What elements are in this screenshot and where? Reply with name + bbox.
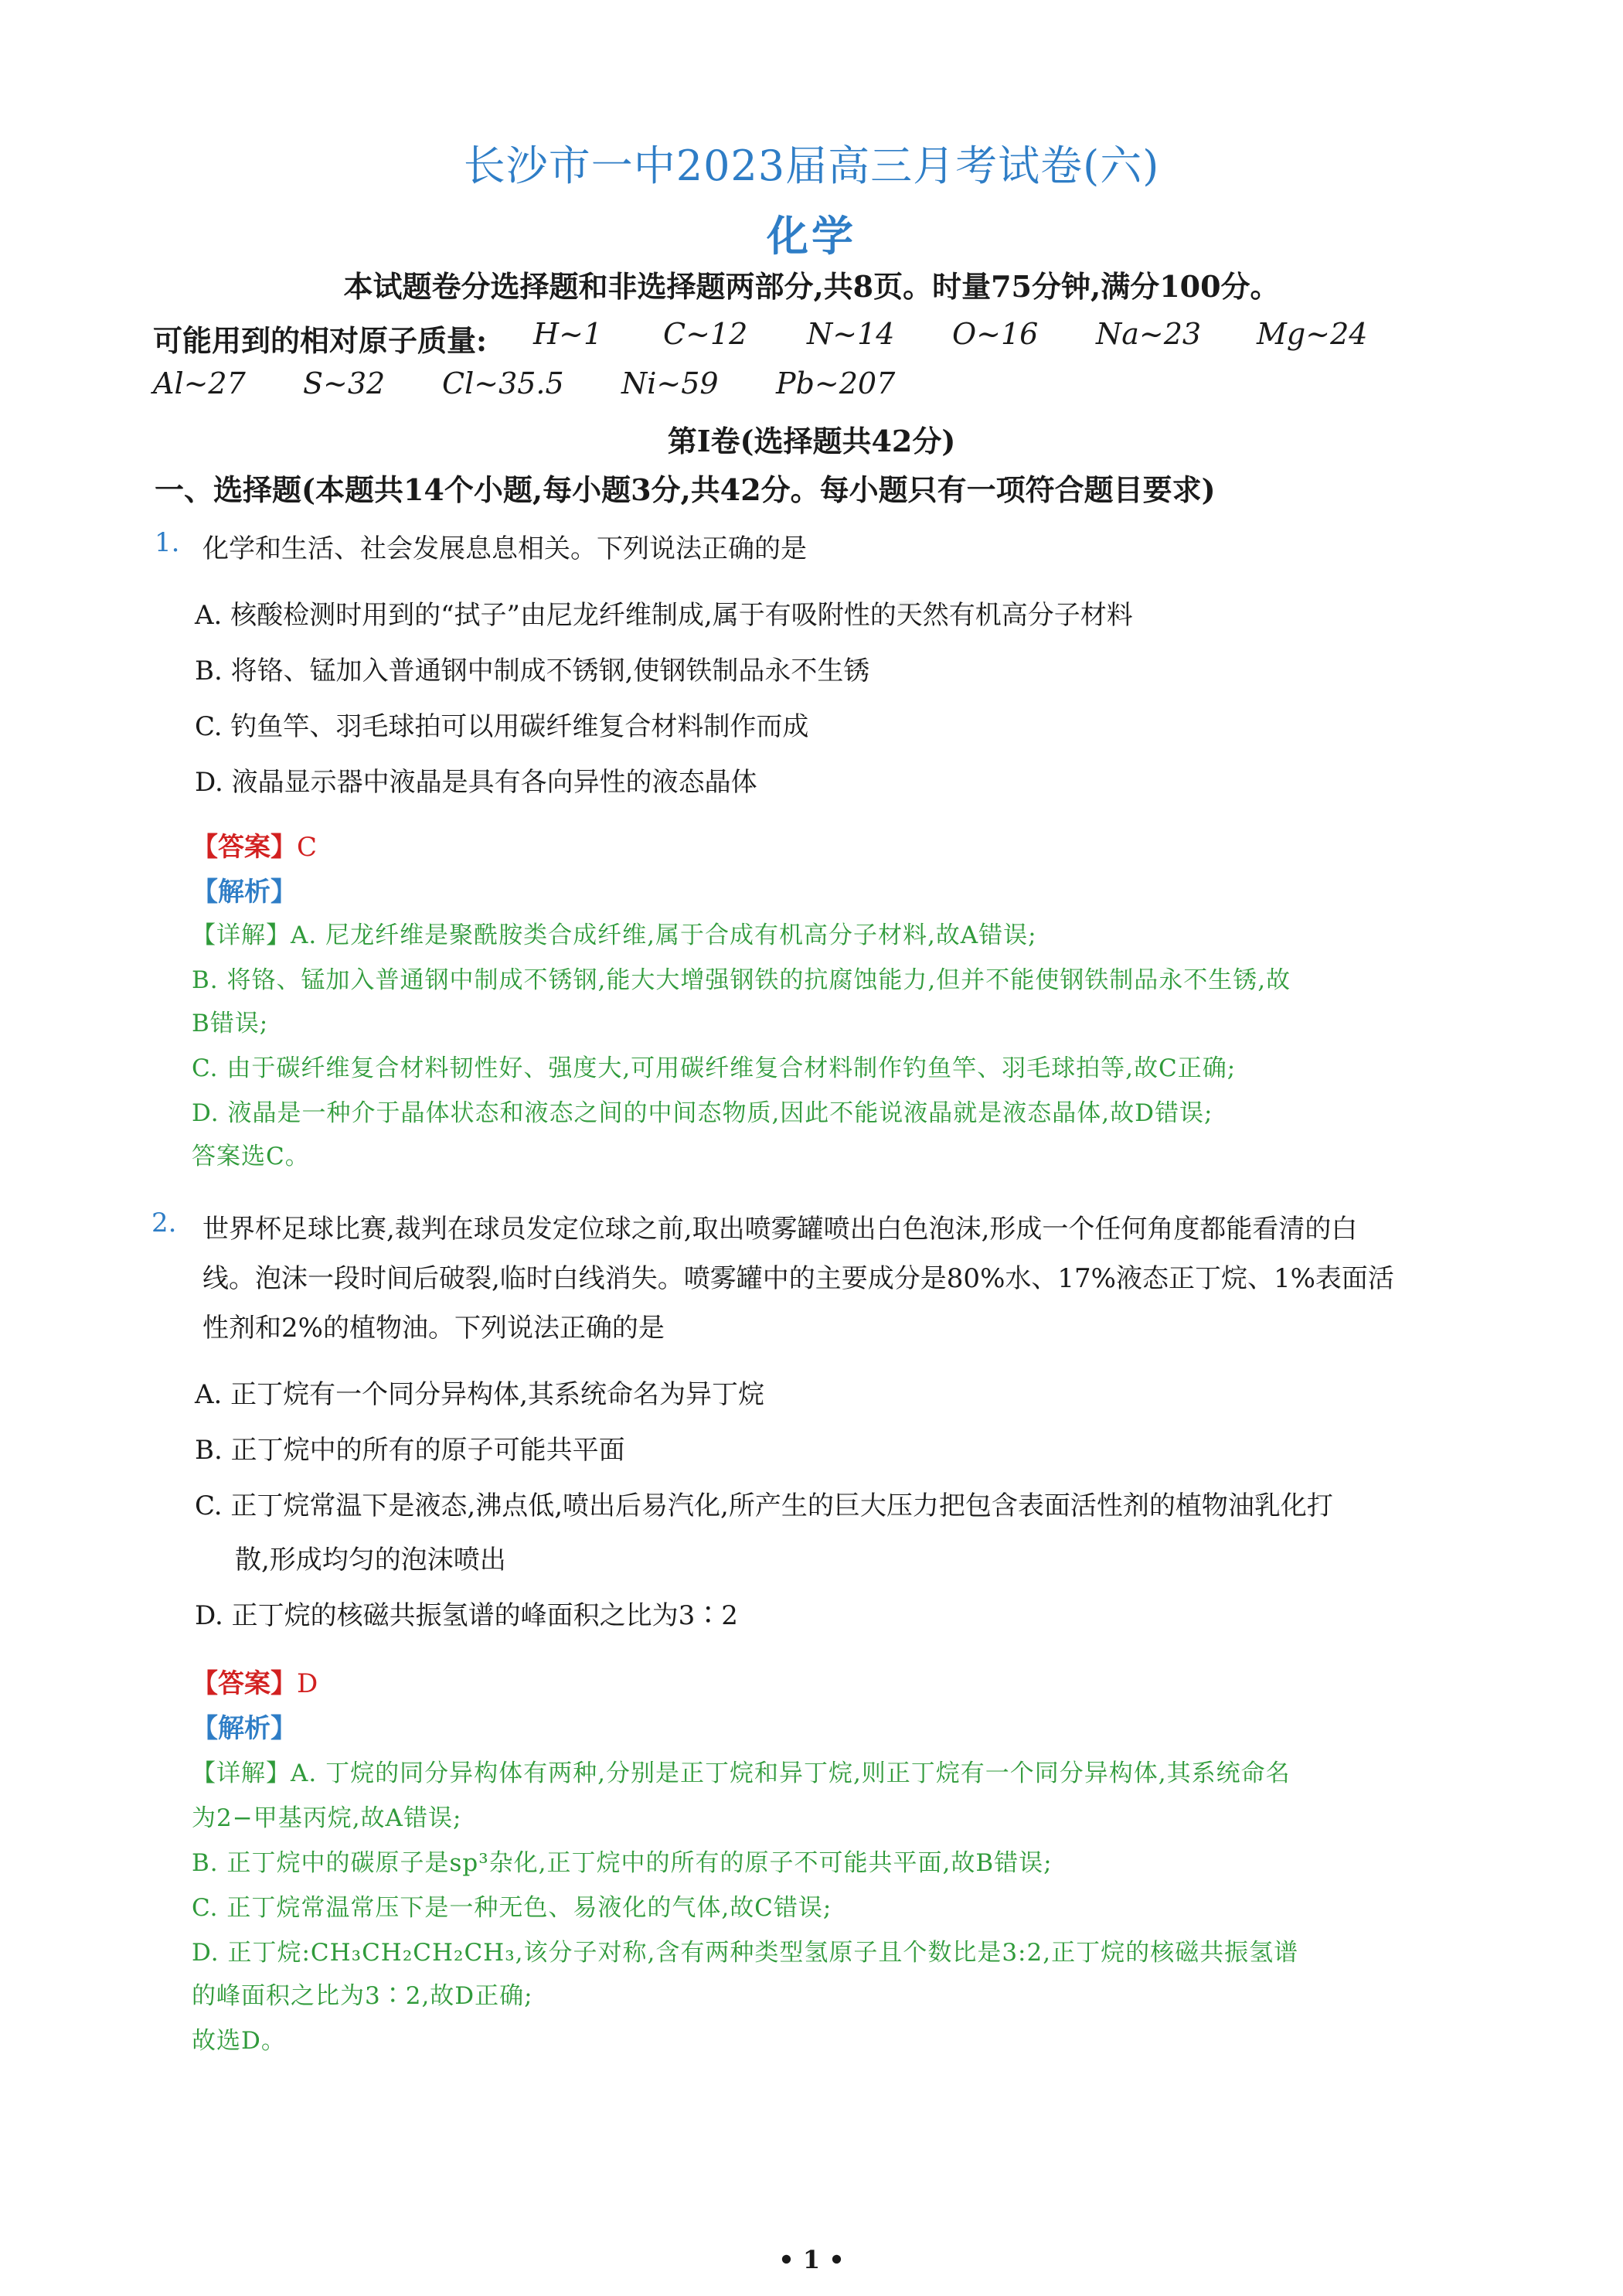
question-stem: 性剂和2%的植物油。下列说法正确的是	[202, 1313, 665, 1344]
mass-item: H~1	[533, 317, 603, 351]
answer-value: C	[297, 832, 318, 863]
option-a: A. 核酸检测时用到的“拭子”由尼龙纤维制成,属于有吸附性的天然有机高分子材料	[195, 600, 1133, 631]
mass-item: N~14	[807, 317, 895, 351]
explain-line: C. 由于碳纤维复合材料韧性好、强度大,可用碳纤维复合材料制作钓鱼竿、羽毛球拍等,故C正确;	[192, 1054, 1237, 1082]
option-d: D. 正丁烷的核磁共振氢谱的峰面积之比为3∶2	[195, 1600, 738, 1631]
analysis-label: 【解析】	[192, 877, 297, 908]
question-stem: 化学和生活、社会发展息息相关。下列说法正确的是	[202, 533, 807, 564]
explain-line: C. 正丁烷常温常压下是一种无色、易液化的气体,故C错误;	[192, 1894, 832, 1922]
answer-label: 【答案】	[192, 1668, 297, 1699]
answer-line	[192, 826, 317, 864]
option-b: B. 正丁烷中的所有的原子可能共平面	[195, 1435, 625, 1466]
analysis-label: 【解析】	[192, 1713, 297, 1744]
question-stem: 世界杯足球比赛,裁判在球员发定位球之前,取出喷雾罐喷出白色泡沫,形成一个任何角度都能看清的白	[202, 1214, 1358, 1245]
page-number: • 1 •	[778, 2245, 845, 2274]
answer-line	[192, 1662, 318, 1700]
part-title: 一、选择题(本题共14个小题,每小题3分,共42分。每小题只有一项符合题目要求)	[155, 472, 1216, 507]
question-number: 2.	[151, 1208, 177, 1238]
explain-line: 【详解】A. 尼龙纤维是聚酰胺类合成纤维,属于合成有机高分子材料,故A错误;	[192, 921, 1037, 949]
explain-line: 答案选C。	[192, 1143, 310, 1170]
mass-item: Al~27	[153, 366, 246, 400]
option-c: C. 正丁烷常温下是液态,沸点低,喷出后易汽化,所产生的巨大压力把包含表面活性剂的植物油乳化打	[195, 1490, 1333, 1521]
mass-item: Pb~207	[776, 366, 896, 400]
mass-label: 可能用到的相对原子质量:	[153, 323, 488, 358]
option-c-cont: 散,形成均匀的泡沫喷出	[235, 1545, 506, 1576]
explain-line: B. 将铬、锰加入普通钢中制成不锈钢,能大大增强钢铁的抗腐蚀能力,但并不能使钢铁制品永不生锈,故	[192, 966, 1291, 994]
explain-line: D. 液晶是一种介于晶体状态和液态之间的中间态物质,因此不能说液晶就是液态晶体,故D错误;	[192, 1099, 1213, 1127]
mass-item: C~12	[663, 317, 748, 351]
explain-line: 为2−甲基丙烷,故A错误;	[192, 1804, 462, 1832]
mass-item: Cl~35.5	[442, 366, 564, 400]
option-b: B. 将铬、锰加入普通钢中制成不锈钢,使钢铁制品永不生锈	[195, 656, 870, 686]
section-title: 第Ⅰ卷(选择题共42分)	[667, 424, 956, 458]
explain-line: B错误;	[192, 1010, 269, 1037]
mass-item: Ni~59	[621, 366, 719, 400]
explain-line: 【详解】A. 丁烷的同分异构体有两种,分别是正丁烷和异丁烷,则正丁烷有一个同分异构体,其系统命名	[192, 1759, 1291, 1787]
explain-line: D. 正丁烷:CH₃CH₂CH₂CH₃,该分子对称,含有两种类型氢原子且个数比是3:2,正丁烷的核磁共振氢谱	[192, 1939, 1299, 1967]
option-a: A. 正丁烷有一个同分异构体,其系统命名为异丁烷	[195, 1379, 764, 1410]
mass-item: Mg~24	[1257, 317, 1368, 351]
mass-item: S~32	[303, 366, 386, 400]
option-c: C. 钓鱼竿、羽毛球拍可以用碳纤维复合材料制作而成	[195, 711, 809, 742]
question-number: 1.	[155, 527, 180, 558]
subject-title: 化学	[767, 211, 856, 261]
mass-item: Na~23	[1096, 317, 1202, 351]
watermark: ·	[881, 554, 932, 666]
mass-item: O~16	[952, 317, 1039, 351]
question-stem: 线。泡沫一段时间后破裂,临时白线消失。喷雾罐中的主要成分是80%水、17%液态正丁烷、1%表面活	[202, 1263, 1394, 1294]
explain-line: 的峰面积之比为3∶2,故D正确;	[192, 1982, 533, 2010]
option-d: D. 液晶显示器中液晶是具有各向异性的液态晶体	[195, 767, 757, 798]
explain-line: B. 正丁烷中的碳原子是sp³杂化,正丁烷中的所有的原子不可能共平面,故B错误;	[192, 1849, 1053, 1877]
exam-title: 长沙市一中2023届高三月考试卷(六)	[463, 141, 1160, 190]
explain-line: 故选D。	[192, 2027, 286, 2055]
answer-value: D	[297, 1668, 318, 1699]
answer-label: 【答案】	[192, 832, 297, 863]
exam-intro: 本试题卷分选择题和非选择题两部分,共8页。时量75分钟,满分100分。	[343, 269, 1280, 304]
